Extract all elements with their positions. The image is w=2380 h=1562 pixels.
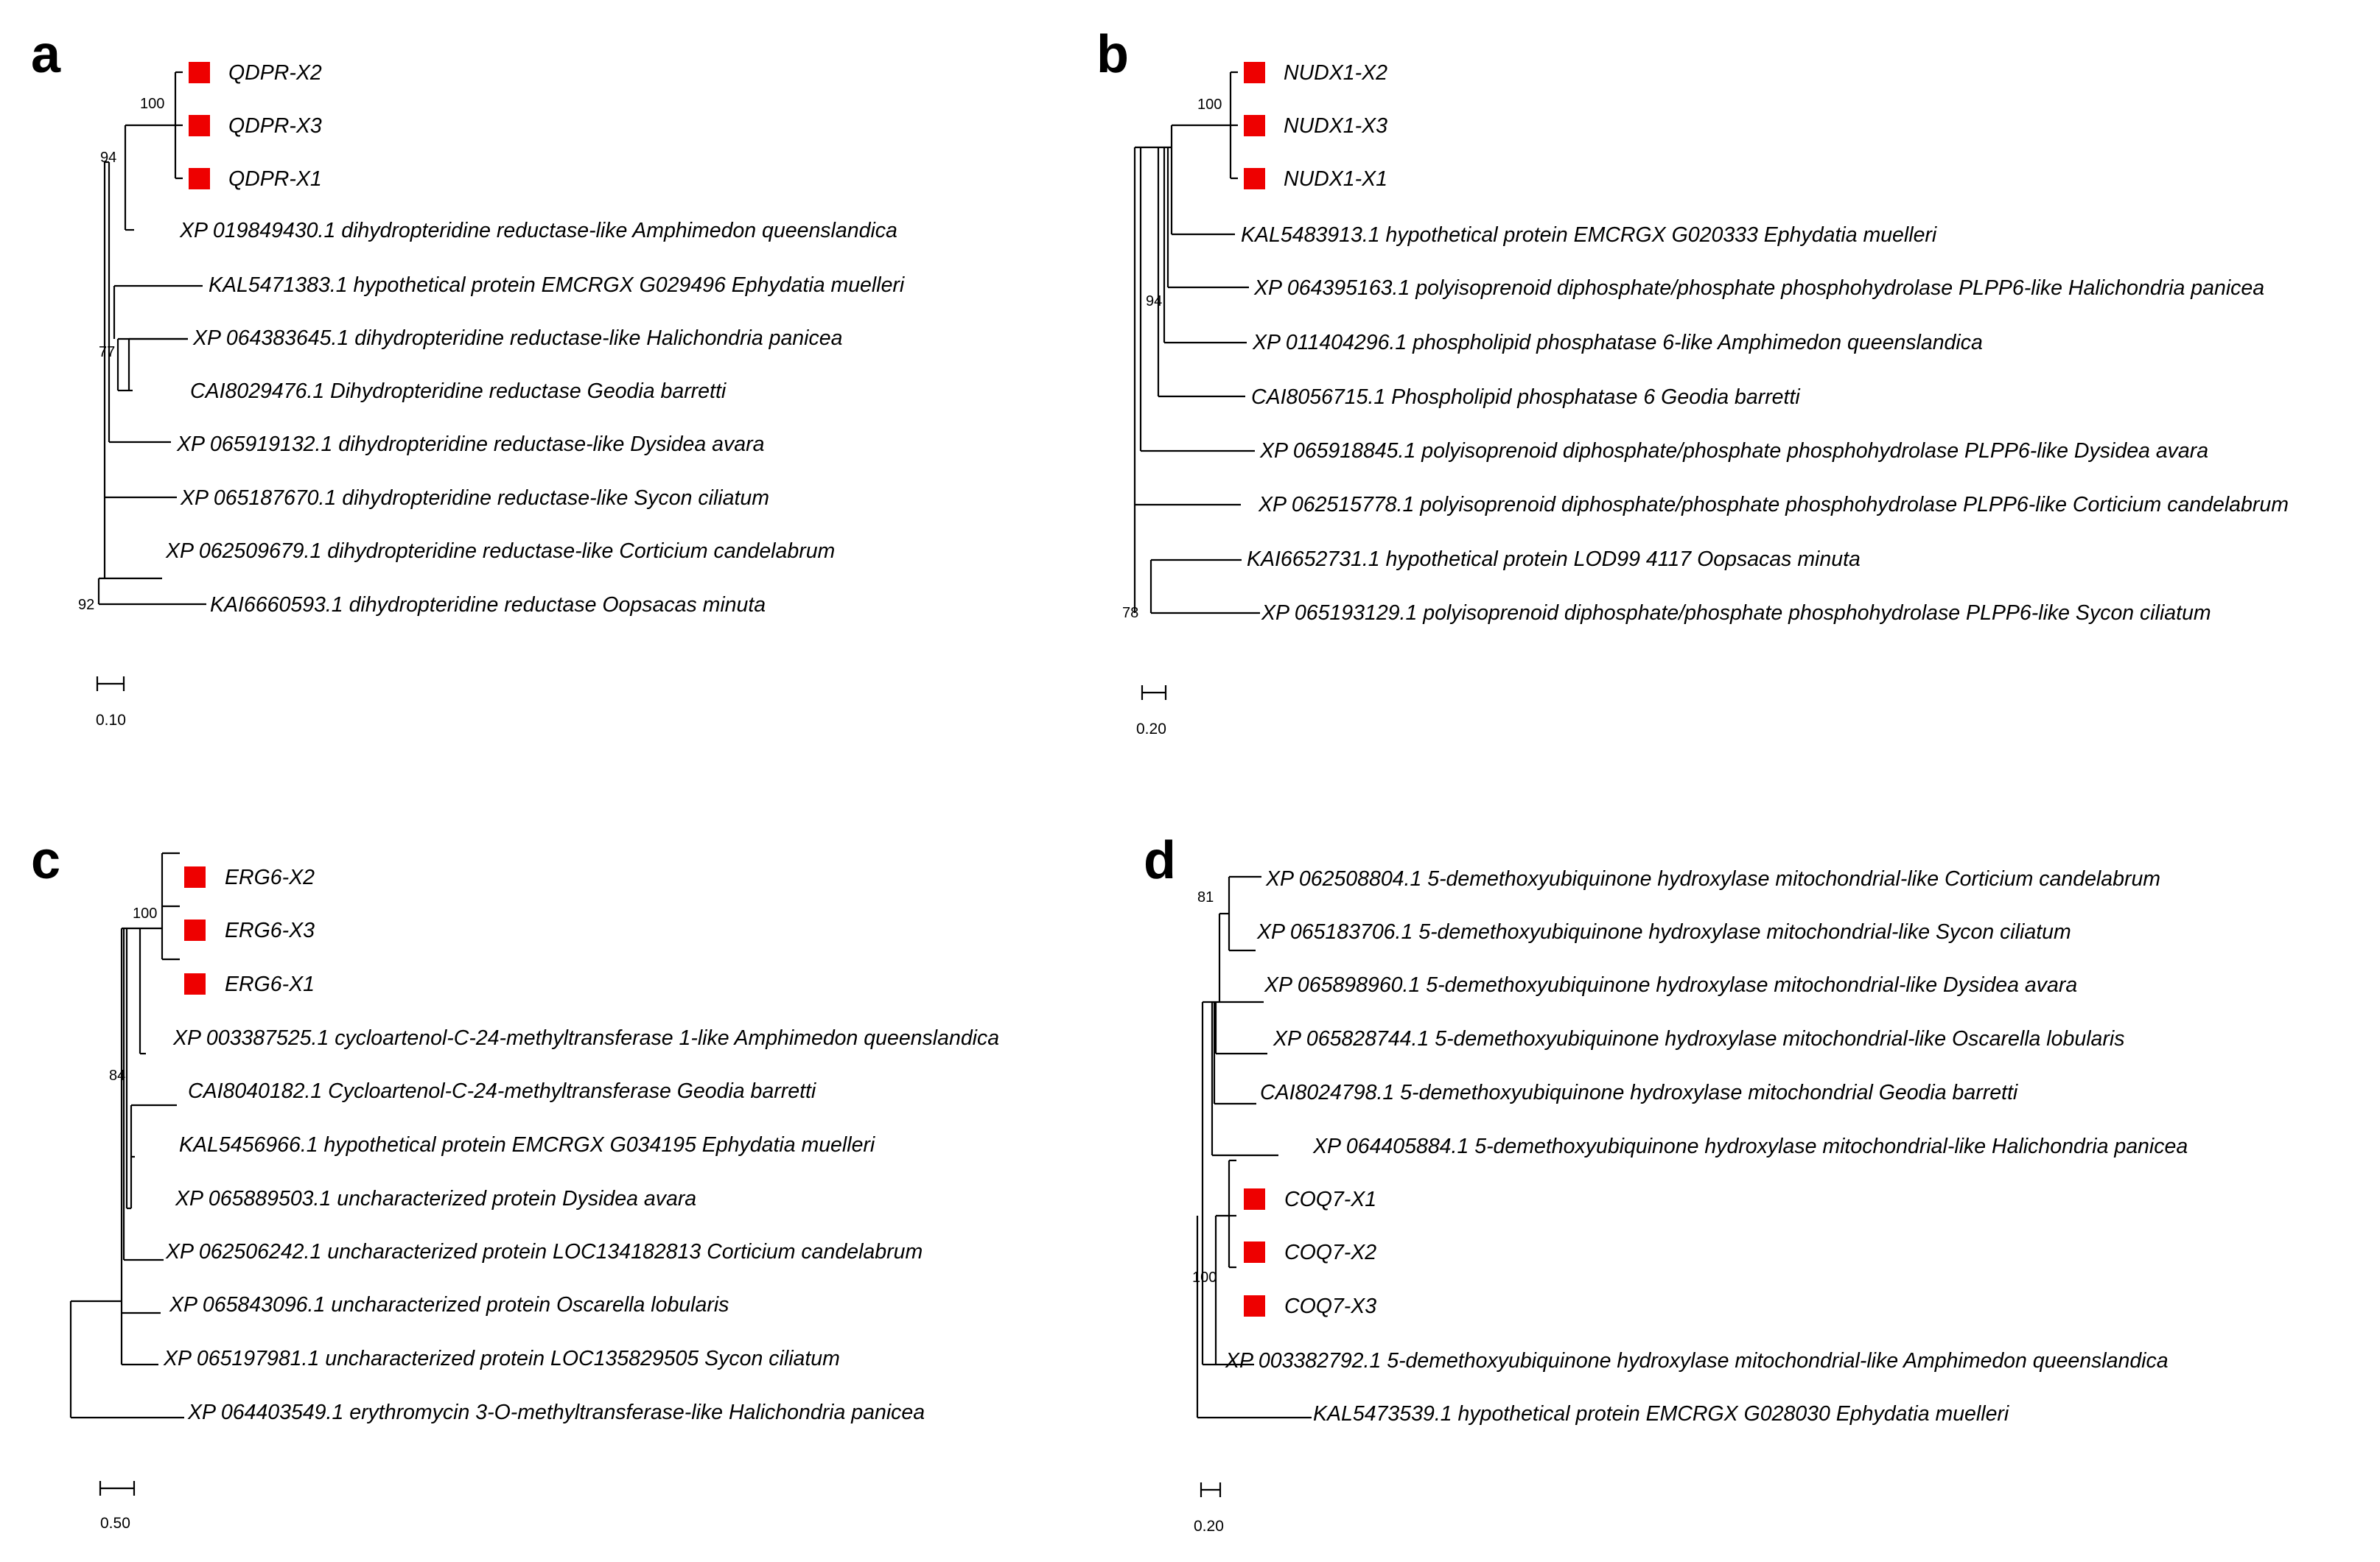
taxon-label: COQ7-X3 [1284,1295,1377,1318]
panel-b [1061,0,2289,781]
taxon-label: XP 064403549.1 erythromycin 3-O-methyltransferase-like Halichondria panicea [188,1401,925,1424]
taxon-label: XP 065918845.1 polyisoprenoid diphosphate/phosphate phosphohydrolase PLPP6-like Dysidea avara [1260,439,2209,463]
leaf-labels [1241,61,2289,625]
panel-label-c: c [31,831,61,890]
taxon-marker [189,115,210,136]
leaf-labels [1225,867,2188,1426]
taxon-label: ERG6-X3 [225,919,315,942]
taxon-label: XP 065187670.1 dihydropteridine reductase-like Sycon ciliatum [181,486,770,510]
bootstrap-value: 81 [1197,889,1214,906]
taxon-label: ERG6-X1 [225,973,315,996]
taxon-label: CAI8040182.1 Cycloartenol-C-24-methyltransferase Geodia barretti [188,1079,816,1103]
bootstrap-values [78,96,164,613]
scale-value: 0.50 [100,1515,130,1532]
bootstrap-value: 100 [140,96,165,112]
bootstrap-value: 92 [78,597,95,613]
taxon-label: QDPR-X2 [228,61,322,85]
taxon-label: XP 011404296.1 phospholipid phosphatase 6-like Amphimedon queenslandica [1253,331,1983,354]
tree-branches [71,853,184,1418]
taxon-marker [189,168,210,189]
bootstrap-value: 77 [99,344,116,360]
scale-bar [1194,1482,1224,1535]
taxon-label: XP 065197981.1 uncharacterized protein LOC135829505 Sycon ciliatum [164,1347,840,1370]
taxon-label: KAL5456966.1 hypothetical protein EMCRGX G034195 Ephydatia muelleri [179,1133,875,1157]
tree-branches [1197,877,1312,1418]
scale-value: 0.20 [1136,721,1166,738]
bootstrap-value: 100 [133,906,158,922]
taxon-marker [184,920,206,941]
taxon-label: XP 065919132.1 dihydropteridine reductase-like Dysidea avara [177,432,765,456]
taxon-label: COQ7-X2 [1284,1241,1377,1264]
taxon-label: XP 062506242.1 uncharacterized protein LOC134182813 Corticium candelabrum [166,1240,923,1264]
taxon-label: XP 065889503.1 uncharacterized protein Dysidea avara [175,1187,697,1211]
taxon-label: KAL5471383.1 hypothetical protein EMCRGX G029496 Ephydatia muelleri [209,273,905,297]
taxon-label: COQ7-X1 [1284,1188,1377,1211]
taxon-label: XP 064405884.1 5-demethoxyubiquinone hydroxylase mitochondrial-like Halichondria panicea [1313,1135,2188,1158]
taxon-label: KAL5473539.1 hypothetical protein EMCRGX G028030 Ephydatia muelleri [1313,1402,2009,1426]
taxon-label: CAI8024798.1 5-demethoxyubiquinone hydroxylase mitochondrial Geodia barretti [1260,1081,2018,1104]
panel-a [0,0,1190,781]
taxon-label: XP 062508804.1 5-demethoxyubiquinone hydroxylase mitochondrial-like Corticium candelabrum [1266,867,2161,891]
taxon-marker [1244,1295,1265,1317]
tree-d [1105,781,2380,1561]
tree-c [0,781,1190,1561]
taxon-label: XP 065193129.1 polyisoprenoid diphosphate/phosphate phosphohydrolase PLPP6-like Sycon ciliatum [1261,601,2211,625]
taxon-label: QDPR-X3 [228,114,322,138]
taxon-label: XP 065843096.1 uncharacterized protein Oscarella lobularis [169,1293,729,1317]
tree-branches [1135,72,1260,613]
taxon-marker [1244,62,1265,83]
taxon-label: NUDX1-X3 [1284,114,1387,138]
taxon-marker [1244,115,1265,136]
bootstrap-values [109,906,157,1084]
bootstrap-value: 78 [1122,605,1139,621]
taxon-label: QDPR-X1 [228,167,322,191]
taxon-marker [184,866,206,888]
taxon-marker [184,973,206,995]
bootstrap-value: 94 [100,150,117,166]
taxon-marker [1244,168,1265,189]
taxon-label: XP 003387525.1 cycloartenol-C-24-methyltransferase 1-like Amphimedon queenslandica [173,1026,1000,1050]
panel-label-d: d [1144,831,1176,890]
taxon-label: XP 065828744.1 5-demethoxyubiquinone hydroxylase mitochondrial-like Oscarella lobularis [1273,1027,2125,1051]
bootstrap-value: 84 [109,1068,126,1084]
taxon-label: XP 065183706.1 5-demethoxyubiquinone hydroxylase mitochondrial-like Sycon ciliatum [1257,920,2071,944]
taxon-label: ERG6-X2 [225,866,315,889]
taxon-label: XP 064383645.1 dihydropteridine reductase-like Halichondria panicea [193,326,843,350]
scale-bar [1136,685,1166,738]
scale-bar [96,676,126,729]
taxon-label: CAI8029476.1 Dihydropteridine reductase Geodia barretti [190,379,727,403]
taxon-label: XP 062515778.1 polyisoprenoid diphosphate/phosphate phosphohydrolase PLPP6-like Corticium candelabrum [1259,493,2289,516]
bootstrap-value: 100 [1192,1269,1217,1286]
bootstrap-value: 100 [1197,97,1222,113]
taxon-label: XP 065898960.1 5-demethoxyubiquinone hydroxylase mitochondrial-like Dysidea avara [1264,973,2078,997]
leaf-labels [165,61,905,617]
scale-value: 0.10 [96,712,126,729]
taxon-label: CAI8056715.1 Phospholipid phosphatase 6 Geodia barretti [1251,385,1800,409]
taxon-label: XP 003382792.1 5-demethoxyubiquinone hydroxylase mitochondrial-like Amphimedon queenslandica [1225,1349,2169,1373]
taxon-label: XP 064395163.1 polyisoprenoid diphosphate/phosphate phosphohydrolase PLPP6-like Halichondria panicea [1254,276,2265,300]
panel-label-b: b [1096,25,1129,84]
taxon-label: KAI6660593.1 dihydropteridine reductase Oopsacas minuta [210,593,766,617]
bootstrap-value: 94 [1146,293,1163,309]
taxon-label: KAI6652731.1 hypothetical protein LOD99 4117 Oopsacas minuta [1247,547,1861,571]
panel-label-a: a [31,25,61,84]
tree-b [1061,0,2380,781]
taxon-marker [1244,1188,1265,1210]
bootstrap-values [1192,889,1217,1286]
taxon-label: NUDX1-X2 [1284,61,1387,85]
taxon-label: KAL5483913.1 hypothetical protein EMCRGX G020333 Ephydatia muelleri [1241,223,1937,247]
scale-bar [100,1481,134,1532]
panel-c [0,781,1190,1562]
panel-d [1105,781,2295,1562]
tree-a [0,0,1190,781]
leaf-labels [163,866,999,1424]
taxon-label: XP 019849430.1 dihydropteridine reductase-like Amphimedon queenslandica [180,219,897,242]
taxon-marker [189,62,210,83]
scale-value: 0.20 [1194,1518,1224,1535]
taxon-label: NUDX1-X1 [1284,167,1387,191]
taxon-label: XP 062509679.1 dihydropteridine reductase-like Corticium candelabrum [166,539,836,563]
taxon-marker [1244,1241,1265,1263]
